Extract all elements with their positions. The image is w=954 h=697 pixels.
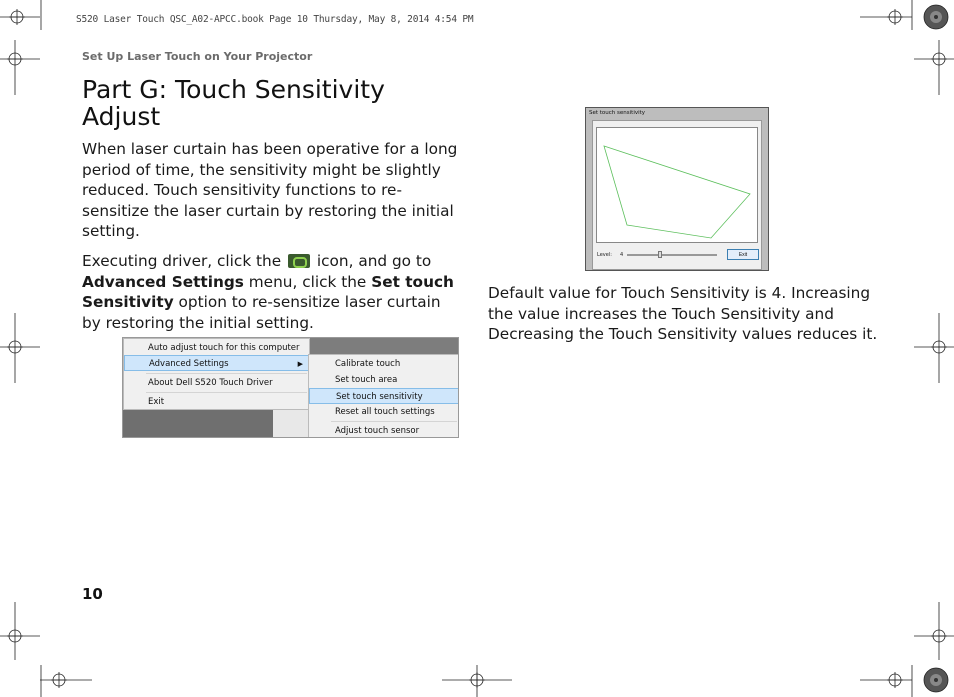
registration-mark-icon <box>469 672 485 688</box>
registration-mark-icon <box>51 672 67 688</box>
section-title: Part G: Touch Sensitivity Adjust <box>82 75 385 131</box>
advanced-settings-term: Advanced Settings <box>82 272 244 291</box>
submenu-item-touch-sensitivity[interactable]: Set touch sensitivity <box>309 388 459 404</box>
submenu-arrow-icon: ▶ <box>297 360 303 368</box>
registration-mark-icon <box>887 9 903 25</box>
menu-item-exit[interactable]: Exit <box>148 397 165 407</box>
menu-item-about[interactable]: About Dell S520 Touch Driver <box>148 378 273 388</box>
submenu-item-calibrate[interactable]: Calibrate touch <box>335 359 401 369</box>
dialog-title: Set touch sensitivity <box>589 110 646 116</box>
menu-item-auto-adjust[interactable]: Auto adjust touch for this computer <box>148 343 300 353</box>
default-value-paragraph: Default value for Touch Sensitivity is 4. Increasing the value increases the Touch Sensitivity and Decreasing the Touch Sensitivity values reduces it. <box>488 284 878 343</box>
instr-text-1: Executing driver, click the <box>82 252 287 270</box>
submenu-item-adjust-sensor[interactable]: Adjust touch sensor <box>335 426 420 436</box>
instr-text-4: option to re-sensitize laser curtain by restoring the initial setting. <box>82 293 441 332</box>
set-touch-sensitivity-term: Set touch Sensitivity <box>82 272 454 311</box>
color-wheel-icon <box>924 668 948 692</box>
color-wheel-icon <box>924 5 948 29</box>
registration-mark-icon <box>887 672 903 688</box>
instr-text-2: icon, and go to <box>312 252 432 270</box>
registration-mark-icon <box>9 9 25 25</box>
exit-button[interactable]: Exit <box>727 249 759 260</box>
instr-text-3: menu, click the <box>243 272 372 291</box>
page-number: 10 <box>82 585 103 603</box>
book-slug: S520 Laser Touch QSC_A02-APCC.book Page 10 Thursday, May 8, 2014 4:54 PM <box>76 14 474 25</box>
submenu-item-reset[interactable]: Reset all touch settings <box>335 407 435 417</box>
menu-item-advanced-settings-label: Advanced Settings <box>149 359 229 369</box>
intro-paragraph: When laser curtain has been operative for a long period of time, the sensitivity might be slightly reduced. Touch sensitivity functions to re-sensitize the laser curtain by restoring the initial setting. <box>82 140 458 240</box>
submenu-item-touch-area[interactable]: Set touch area <box>335 375 398 385</box>
running-header: Set Up Laser Touch on Your Projector <box>82 50 313 63</box>
level-value: 4 <box>620 252 624 258</box>
level-label: Level: <box>597 252 612 258</box>
